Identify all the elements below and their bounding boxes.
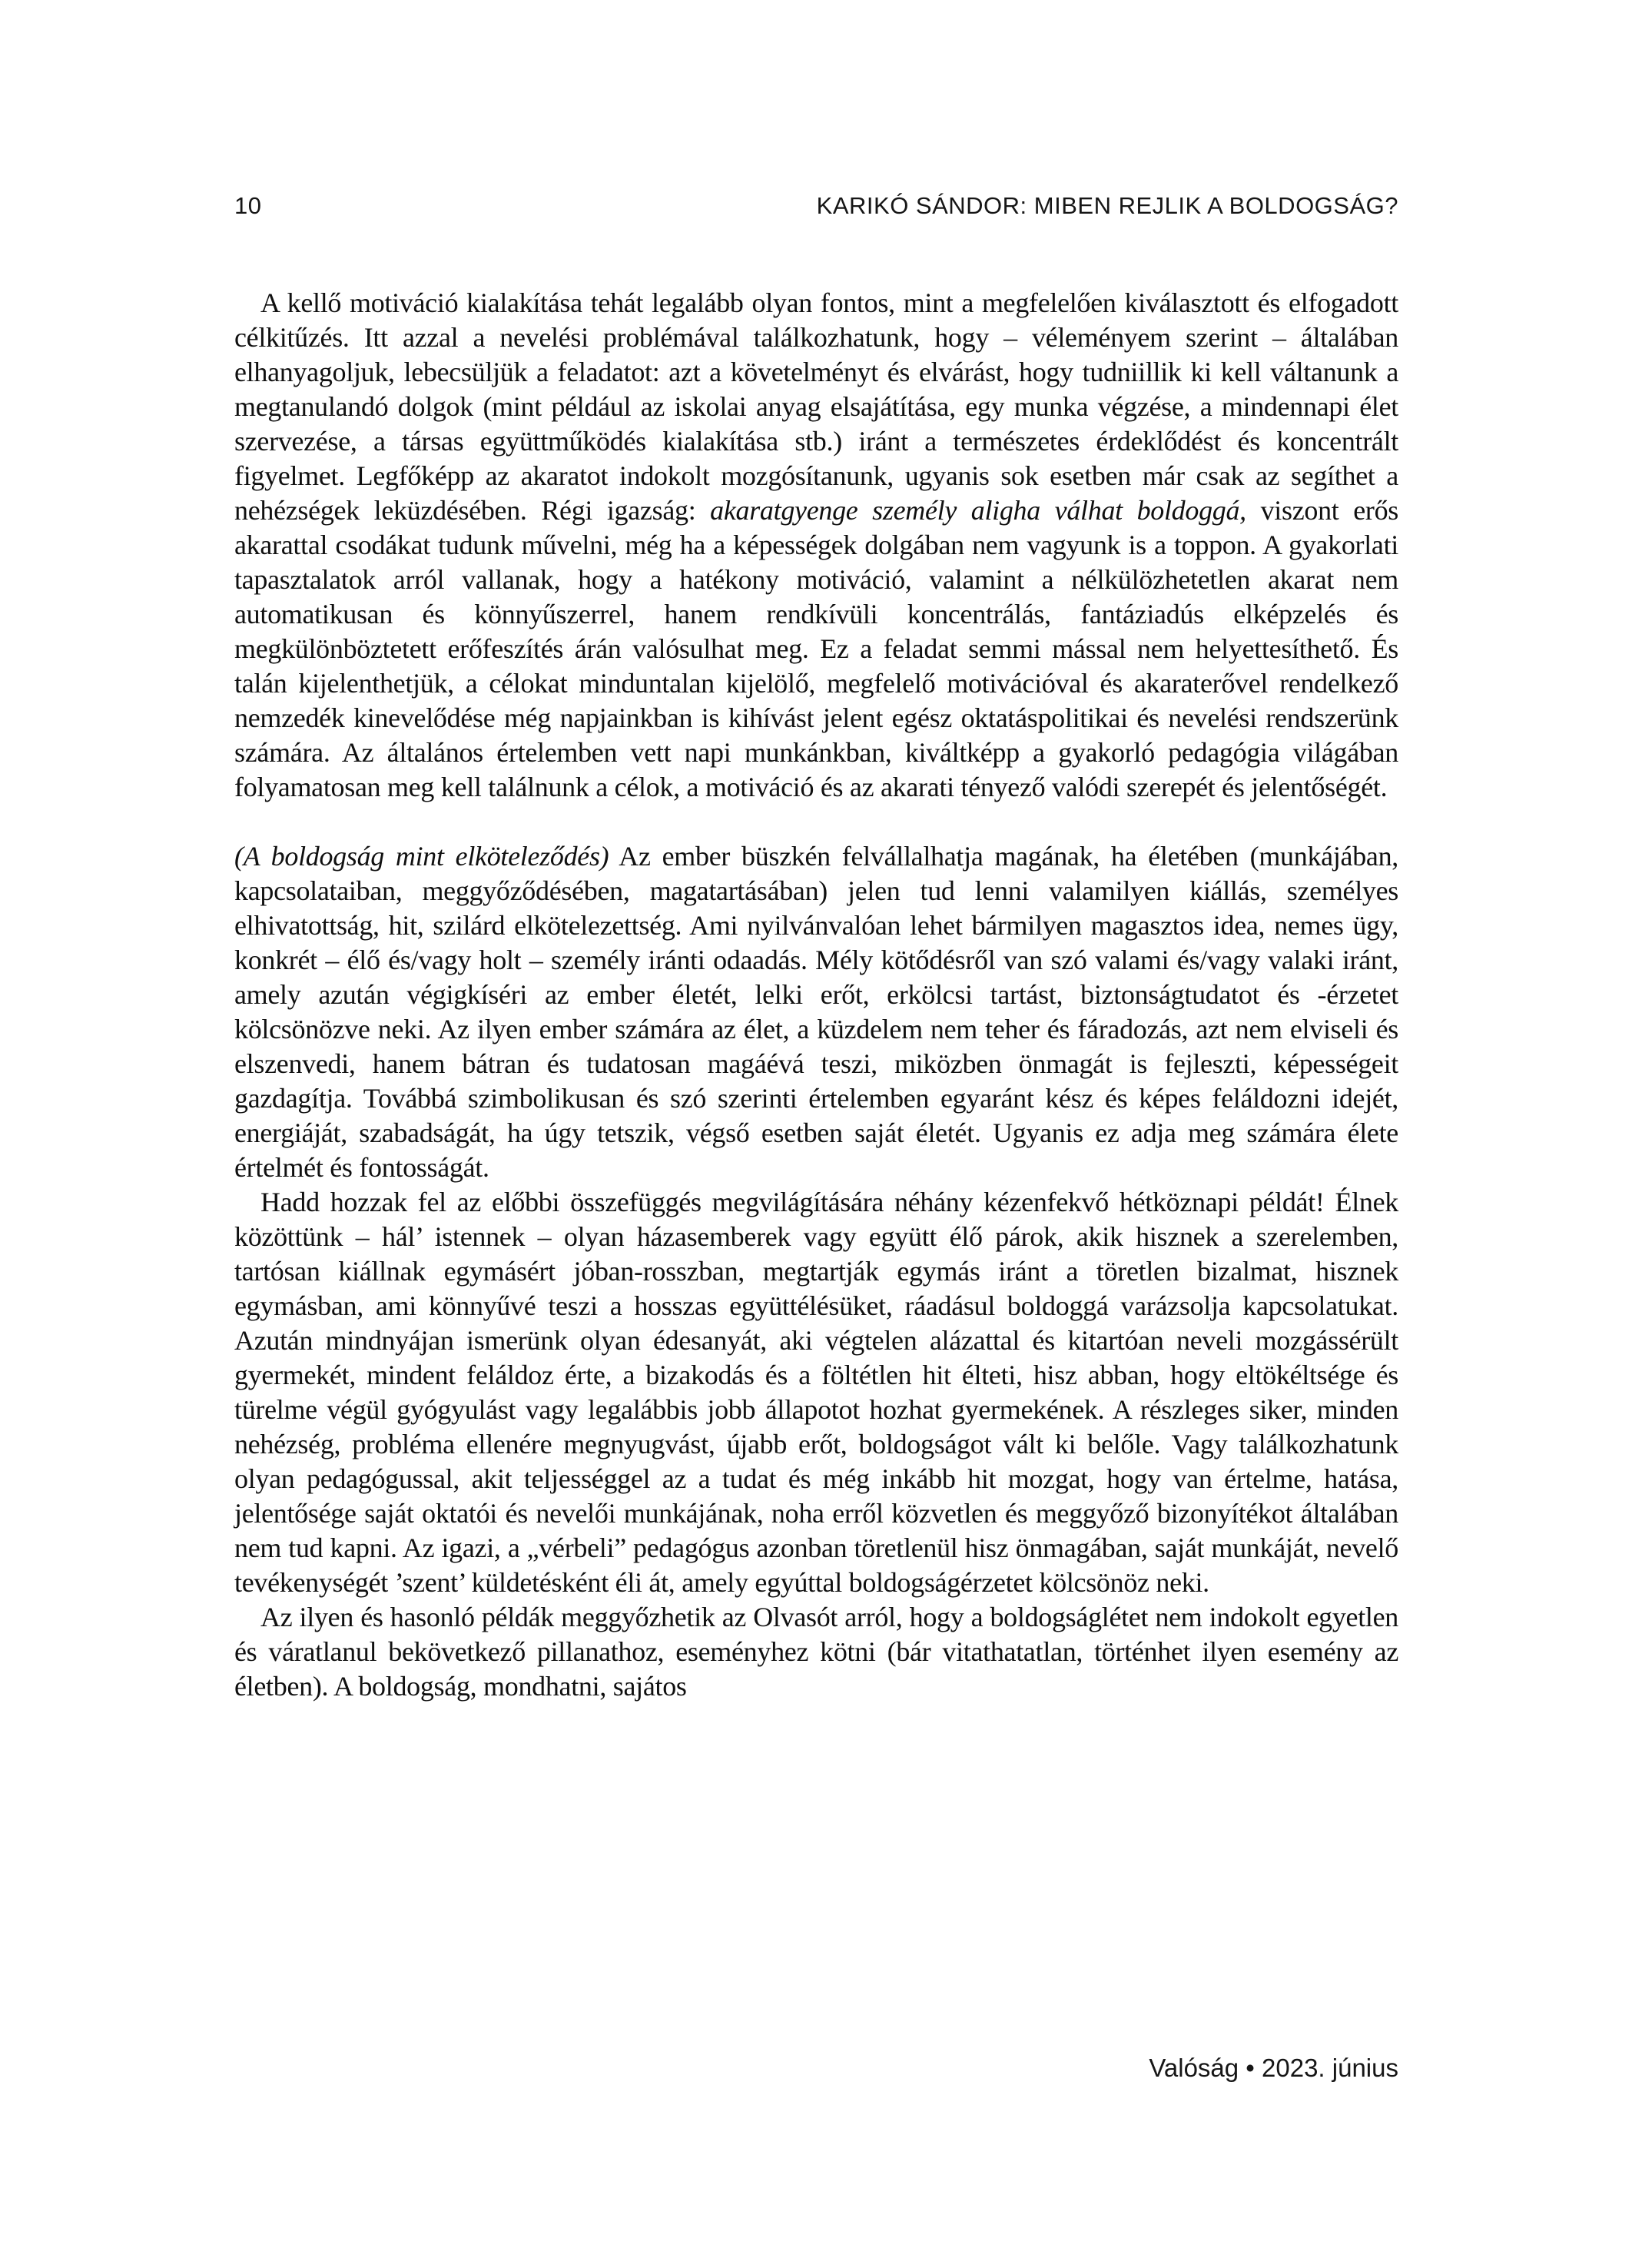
italic-run: akaratgyenge személy aligha válhat boldoggá, <box>710 495 1246 526</box>
paragraph-2 <box>234 839 1398 1185</box>
text-run: viszont erős akarattal csodákat tudunk művelni, még ha a képességek dolgában nem vagyunk is a toppon. A gyakorlati tapasztalatok arról vallanak, hogy a hatékony motiváció, valamint a nélkülözhetetlen akarat nem automatikusan és könnyűszerrel, hanem rendkívüli koncentrálás, fantáziadús elképzelés és megkülönböztetett erőfeszítés árán valósulhat meg. Ez a feladat semmi mással nem helyettesíthető. És talán kijelenthetjük, a célokat minduntalan kijelölő, megfelelő motivációval és akaraterővel rendelkező nemzedék kinevelődése még napjainkban is kihívást jelent egész oktatáspolitikai és nevelési rendszerünk számára. Az általános értelemben vett napi munkánkban, kiváltképp a gyakorló pedagógia világában folyamatosan meg kell találnunk a célok, a motiváció és az akarati tényező valódi szerepét és jelentőségét. <box>234 495 1398 802</box>
running-title: KARIKÓ SÁNDOR: MIBEN REJLIK A BOLDOGSÁG? <box>816 192 1398 219</box>
page-footer <box>234 2054 1398 2083</box>
page-header <box>234 192 1398 220</box>
paragraph-3 <box>234 1185 1398 1600</box>
text-run: Az ember büszkén felvállalhatja magának, ha életében (munkájában, kapcsolataiban, meggyőződésében, magatartásában) jelen tud lenni valamilyen kiállás, személyes elhivatottság, hit, szilárd elkötelezettség. Ami nyilvánvalóan lehet bármilyen magasztos idea, nemes ügy, konkrét – élő és/vagy holt – személy iránti odaadás. Mély kötődésről van szó valami és/vagy valaki iránt, amely azután végigkíséri az ember életét, lelki erőt, erkölcsi tartást, biztonságtudatot és -érzetet kölcsönözve neki. Az ilyen ember számára az élet, a küzdelem nem teher és fáradozás, azt nem elviseli és elszenvedi, hanem bátran és tudatosan magáévá teszi, miközben önmagát is fejleszti, képességeit gazdagítja. Továbbá szimbolikusan és szó szerinti értelemben egyaránt kész és képes feláldozni idejét, energiáját, szabadságát, ha úgy tetszik, végső esetben saját életét. Ugyanis ez adja meg számára élete értelmét és fontosságát. <box>234 841 1398 1183</box>
page-number: 10 <box>234 192 262 219</box>
article-body <box>234 286 1398 1704</box>
journal-issue-label: Valóság • 2023. június <box>1149 2054 1398 2082</box>
text-run: Hadd hozzak fel az előbbi összefüggés megvilágítására néhány kézenfekvő hétköznapi példát! Élnek közöttünk – hál’ istennek – olyan házasemberek vagy együtt élő párok, akik hisznek a szerelemben, tartósan kiállnak egymásért jóban-rosszban, megtartják egymás iránt a töretlen bizalmat, hisznek egymásban, ami könnyűvé teszi a hosszas együttélésüket, ráadásul boldoggá varázsolja kapcsolatukat. Azután mindnyájan ismerünk olyan édesanyát, aki végtelen alázattal és kitartóan neveli mozgássérült gyermekét, mindent feláldoz érte, a bizakodás és a föltétlen hit élteti, hisz abban, hogy eltökéltsége és türelme végül gyógyulást vagy legalábbis jobb állapotot hozhat gyermekének. A részleges siker, minden nehézség, probléma ellenére megnyugvást, újabb erőt, boldogságot vált ki belőle. Vagy találkozhatunk olyan pedagógussal, akit teljességgel az a tudat és még inkább hit mozgat, hogy van értelme, hatása, jelentősége saját oktatói és nevelői munkájának, noha erről közvetlen és meggyőző bizonyítékot általában nem tud kapni. Az igazi, a „vérbeli” pedagógus azonban töretlenül hisz önmagában, saját munkáját, nevelő tevékenységét ’szent’ küldetésként éli át, amely egyúttal boldogságérzetet kölcsönöz neki. <box>234 1187 1398 1598</box>
text-run: A kellő motiváció kialakítása tehát legalább olyan fontos, mint a megfelelően kiválasztott és elfogadott célkitűzés. Itt azzal a nevelési problémával találkozhatunk, hogy – véleményem szerint – általában elhanyagoljuk, lebecsüljük a feladatot: azt a követelményt és elvárást, hogy tudniillik ki kell váltanunk a megtanulandó dolgok (mint például az iskolai anyag elsajátítása, egy munka végzése, a mindennapi élet szervezése, a társas együttműködés kialakítása stb.) iránt a természetes érdeklődést és koncentrált figyelmet. Legfőképp az akaratot indokolt mozgósítanunk, ugyanis sok esetben már csak az segíthet a nehézségek leküzdésében. Régi igazság: <box>234 287 1398 526</box>
paragraph-4 <box>234 1600 1398 1704</box>
italic-run: (A boldogság mint elköteleződés) <box>234 841 609 872</box>
text-run: Az ilyen és hasonló példák meggyőzhetik az Olvasót arról, hogy a boldogságlétet nem indokolt egyetlen és váratlanul bekövetkező pillanathoz, eseményhez kötni (bár vitathatatlan, történhet ilyen esemény az életben). A boldogság, mondhatni, sajátos <box>234 1602 1398 1702</box>
paragraph-1 <box>234 286 1398 805</box>
